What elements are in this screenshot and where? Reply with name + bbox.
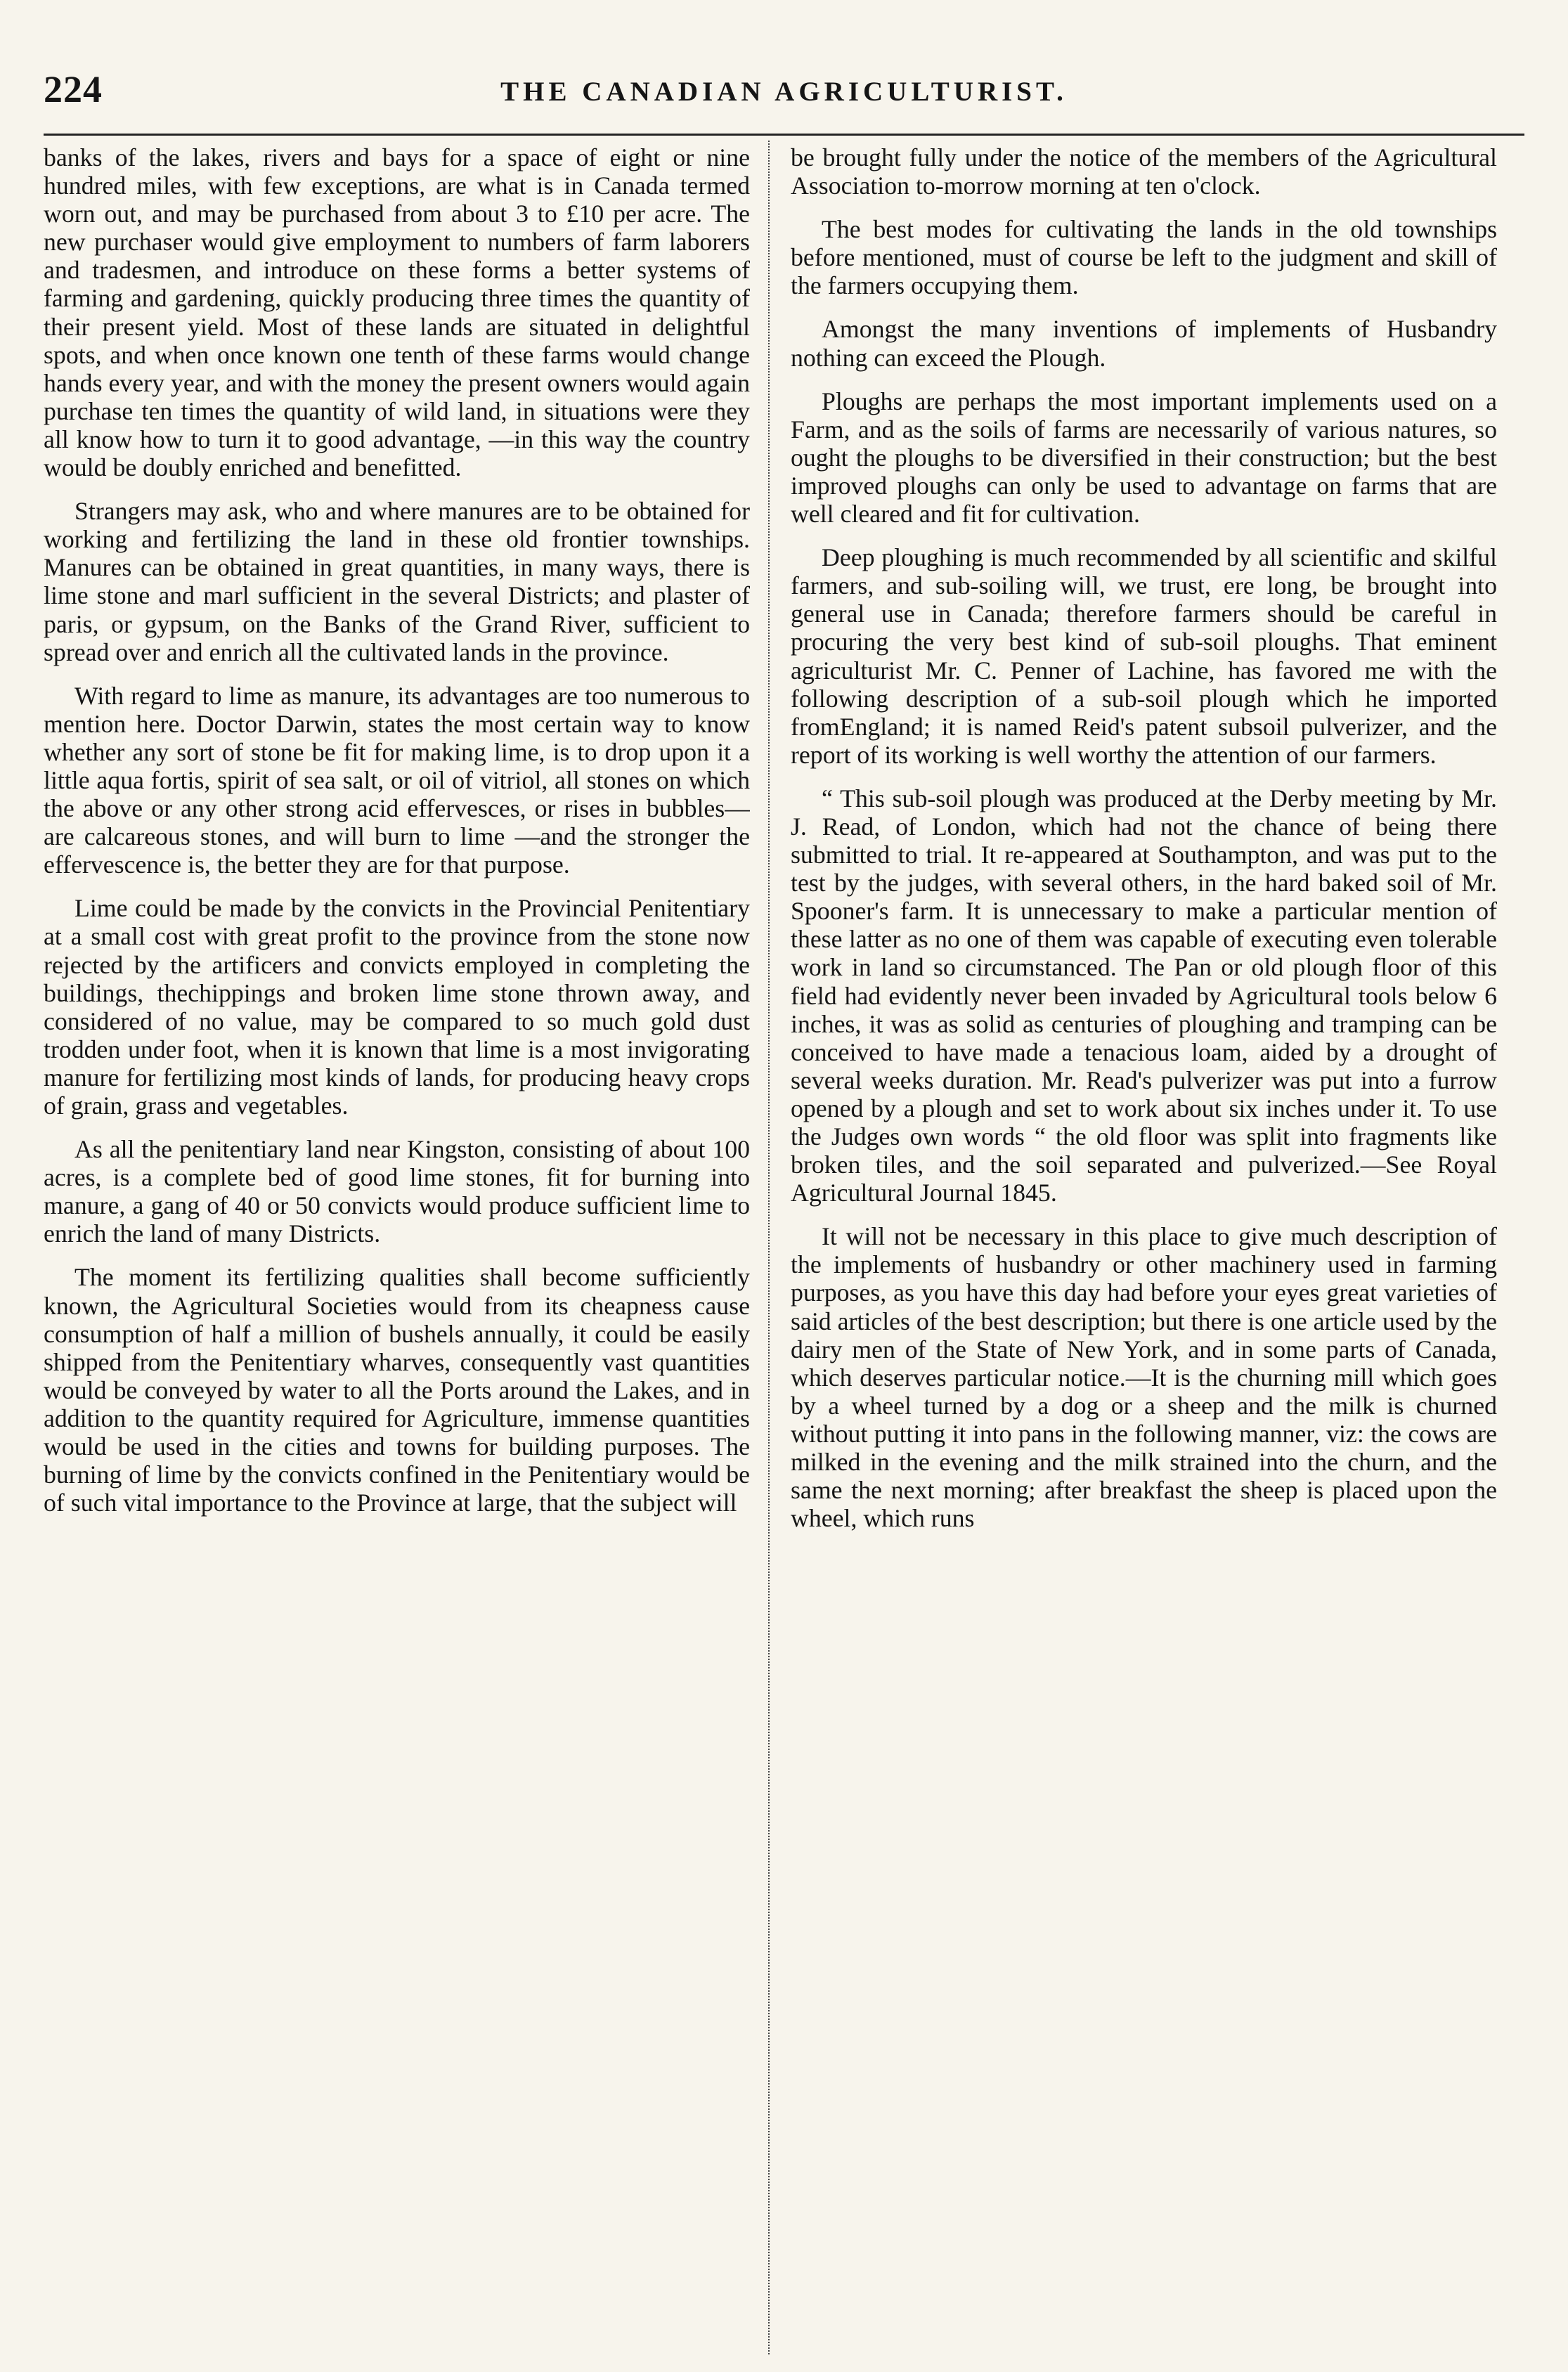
paragraph: be brought fully under the notice of the members of the Agricultural Association to-morrow morning at ten o'clock. xyxy=(791,143,1497,200)
paragraph: Deep ploughing is much recommended by all scientific and skilful farmers, and sub-soiling will, we trust, ere long, be brought into general use in Canada; therefore farmers should be careful in procuring the very best kind of sub-soil ploughs. That eminent agriculturist Mr. C. Penner of Lachine, has favored me with the following description of a sub-soil plough which he imported fromEngland; it is named Reid's patent subsoil pulverizer, and the report of its working is well worthy the attention of our farmers. xyxy=(791,543,1497,769)
left-column xyxy=(44,143,750,2350)
paragraph: Amongst the many inventions of implements of Husbandry nothing can exceed the Plough. xyxy=(791,315,1497,372)
header-rule xyxy=(44,134,1524,136)
column-divider xyxy=(768,141,770,2354)
paragraph: “ This sub-soil plough was produced at the Derby meeting by Mr. J. Read, of London, which had not the chance of being there submitted to trial. It re-appeared at Southampton, and was put to the test by the judges, with several others, in the hard baked soil of Mr. Spooner's farm. It is unnecessary to make a particular mention of these latter as no one of them was capable of executing even tolerable work in land so circumstanced. The Pan or old plough floor of this field had evidently never been invaded by Agricultural tools below 6 inches, it was as solid as centuries of ploughing and tramping can be conceived to have made a tenacious loam, aided by a drought of several weeks duration. Mr. Read's pulverizer was put into a furrow opened by a plough and set to work about six inches under it. To use the Judges own words “ the old floor was split into fragments like broken tiles, and the soil separated and pulverized.—See Royal Agricultural Journal 1845. xyxy=(791,784,1497,1207)
paragraph: As all the penitentiary land near Kingston, consisting of about 100 acres, is a complete bed of good lime stones, fit for burning into manure, a gang of 40 or 50 convicts would produce sufficient lime to enrich the land of many Districts. xyxy=(44,1135,750,1248)
page-number: 224 xyxy=(44,68,103,110)
paragraph: banks of the lakes, rivers and bays for a space of eight or nine hundred miles, with few exceptions, are what is in Canada termed worn out, and may be purchased from about 3 to £10 per acre. The new purchaser would give employment to numbers of farm laborers and tradesmen, and introduce on these forms a better systems of farming and gardening, quickly producing three times the quantity of their present yield. Most of these lands are situated in delightful spots, and when once known one tenth of these farms would change hands every year, and with the money the present owners would again purchase ten times the quantity of wild land, in situations were they all know how to turn it to good advantage, —in this way the country would be doubly enriched and benefitted. xyxy=(44,143,750,482)
paragraph: It will not be necessary in this place to give much description of the implements of husbandry or other machinery used in farming purposes, as you have this day had before your eyes great varieties of said articles of the best description; but there is one article used by the dairy men of the State of New York, and in some parts of Canada, which deserves particular notice.—It is the churning mill which goes by a wheel turned by a dog or a sheep and the milk is churned without putting it into pans in the following manner, viz: the cows are milked in the evening and the milk strained into the churn, and the same the next morning; after breakfast the sheep is placed upon the wheel, which runs xyxy=(791,1222,1497,1533)
paragraph: The moment its fertilizing qualities shall become sufficiently known, the Agricultural Societies would from its cheapness cause consumption of half a million of bushels annually, it could be easily shipped from the Penitentiary wharves, consequently vast quantities would be conveyed by water to all the Ports around the Lakes, and in addition to the quantity required for Agriculture, immense quantities would be used in the cities and towns for building purposes. The burning of lime by the convicts confined in the Penitentiary would be of such vital importance to the Province at large, that the subject will xyxy=(44,1263,750,1517)
running-title: THE CANADIAN AGRICULTURIST. xyxy=(500,77,1068,107)
paragraph: The best modes for cultivating the lands in the old townships before mentioned, must of course be left to the judgment and skill of the farmers occupying them. xyxy=(791,215,1497,300)
page-header xyxy=(44,67,1524,124)
paragraph: Lime could be made by the convicts in the Provincial Penitentiary at a small cost with great profit to the province from the stone now rejected by the artificers and convicts employed in completing the buildings, thechippings and broken lime stone thrown away, and considered of no value, may be compared to so much gold dust trodden under foot, when it is known that lime is a most invigorating manure for fertilizing most kinds of lands, for producing heavy crops of grain, grass and vegetables. xyxy=(44,894,750,1120)
paragraph: With regard to lime as manure, its advantages are too numerous to mention here. Doctor Darwin, states the most certain way to know whether any sort of stone be fit for making lime, is to drop upon it a little aqua fortis, spirit of sea salt, or oil of vitriol, all stones on which the above or any other strong acid effervesces, or rises in bubbles—are calcareous stones, and will burn to lime —and the stronger the effervescence is, the better they are for that purpose. xyxy=(44,681,750,879)
right-column xyxy=(791,143,1497,2350)
paragraph: Ploughs are perhaps the most important implements used on a Farm, and as the soils of farms are necessarily of various natures, so ought the ploughs to be diversified in their construction; but the best improved ploughs can only be used to advantage on farms that are well cleared and fit for cultivation. xyxy=(791,387,1497,529)
paragraph: Strangers may ask, who and where manures are to be obtained for working and fertilizing the land in these old frontier townships. Manures can be obtained in great quantities, in many ways, there is lime stone and marl sufficient in the several Districts; and plaster of paris, or gypsum, on the Banks of the Grand River, sufficient to spread over and enrich all the cultivated lands in the province. xyxy=(44,497,750,666)
